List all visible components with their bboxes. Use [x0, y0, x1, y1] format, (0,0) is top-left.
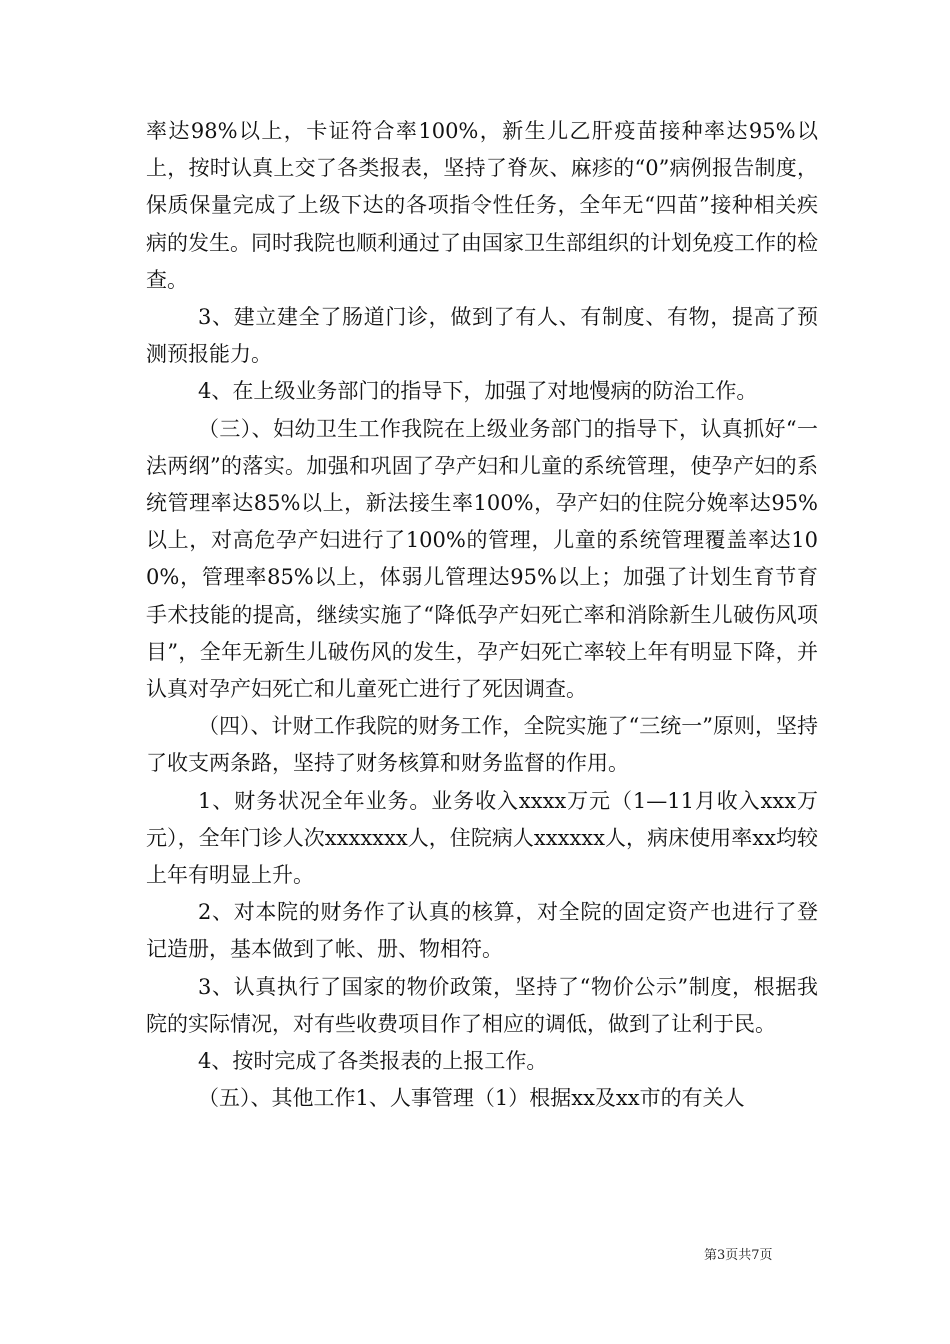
paragraph-price-policy: 3、认真执行了国家的物价政策，坚持了“物价公示”制度，根据我院的实际情况，对有些收费项目作了相应的调低，做到了让利于民。: [146, 974, 818, 1036]
paragraph-chronic-disease: 4、在上级业务部门的指导下，加强了对地慢病的防治工作。: [198, 379, 758, 404]
paragraph-intestinal-clinic: 3、建立建全了肠道门诊，做到了有人、有制度、有物，提高了预测预报能力。: [146, 305, 818, 367]
paragraph-finance-status: 1、财务状况全年业务。业务收入xxxx万元（1—11月收入xxx万元），全年门诊人次xxxxxxx人，住院病人xxxxxx人，病床使用率xx均较上年有明显上升。: [146, 788, 818, 888]
paragraph-asset-accounting: 2、对本院的财务作了认真的核算，对全院的固定资产也进行了登记造册，基本做到了帐、册、物相符。: [146, 900, 818, 962]
paragraph-other-work: （五）、其他工作1、人事管理（1）根据xx及xx市的有关人: [198, 1086, 745, 1111]
document-body: [146, 113, 818, 1117]
paragraph-immunization-rates: 率达98%以上，卡证符合率100%，新生儿乙肝疫苗接种率达95%以上，按时认真上交了各类报表，坚持了脊灰、麻疹的“0”病例报告制度，保质保量完成了上级下达的各项指令性任务，全年无“四苗”接种相关疾病的发生。同时我院也顺利通过了由国家卫生部组织的计划免疫工作的检查。: [146, 119, 818, 292]
paragraph-finance-work: （四）、计财工作我院的财务工作，全院实施了“三统一”原则，坚持了收支两条路，坚持了财务核算和财务监督的作用。: [146, 714, 818, 776]
paragraph-maternal-child-health: （三）、妇幼卫生工作我院在上级业务部门的指导下，认真抓好“一法两纲”的落实。加强和巩固了孕产妇和儿童的系统管理，使孕产妇的系统管理率达85%以上，新法接生率100%，孕产妇的住院分娩率达95%以上，对高危孕产妇进行了100%的管理，儿童的系统管理覆盖率达100%，管理率85%以上，体弱儿管理达95%以上；加强了计划生育节育手术技能的提高，继续实施了“降低孕产妇死亡率和消除新生儿破伤风项目”，全年无新生儿破伤风的发生，孕产妇死亡率较上年有明显下降，并认真对孕产妇死亡和儿童死亡进行了死因调查。: [146, 416, 818, 702]
paragraph-reports: 4、按时完成了各类报表的上报工作。: [198, 1049, 548, 1074]
page-number: 第3页共7页: [704, 1248, 773, 1263]
